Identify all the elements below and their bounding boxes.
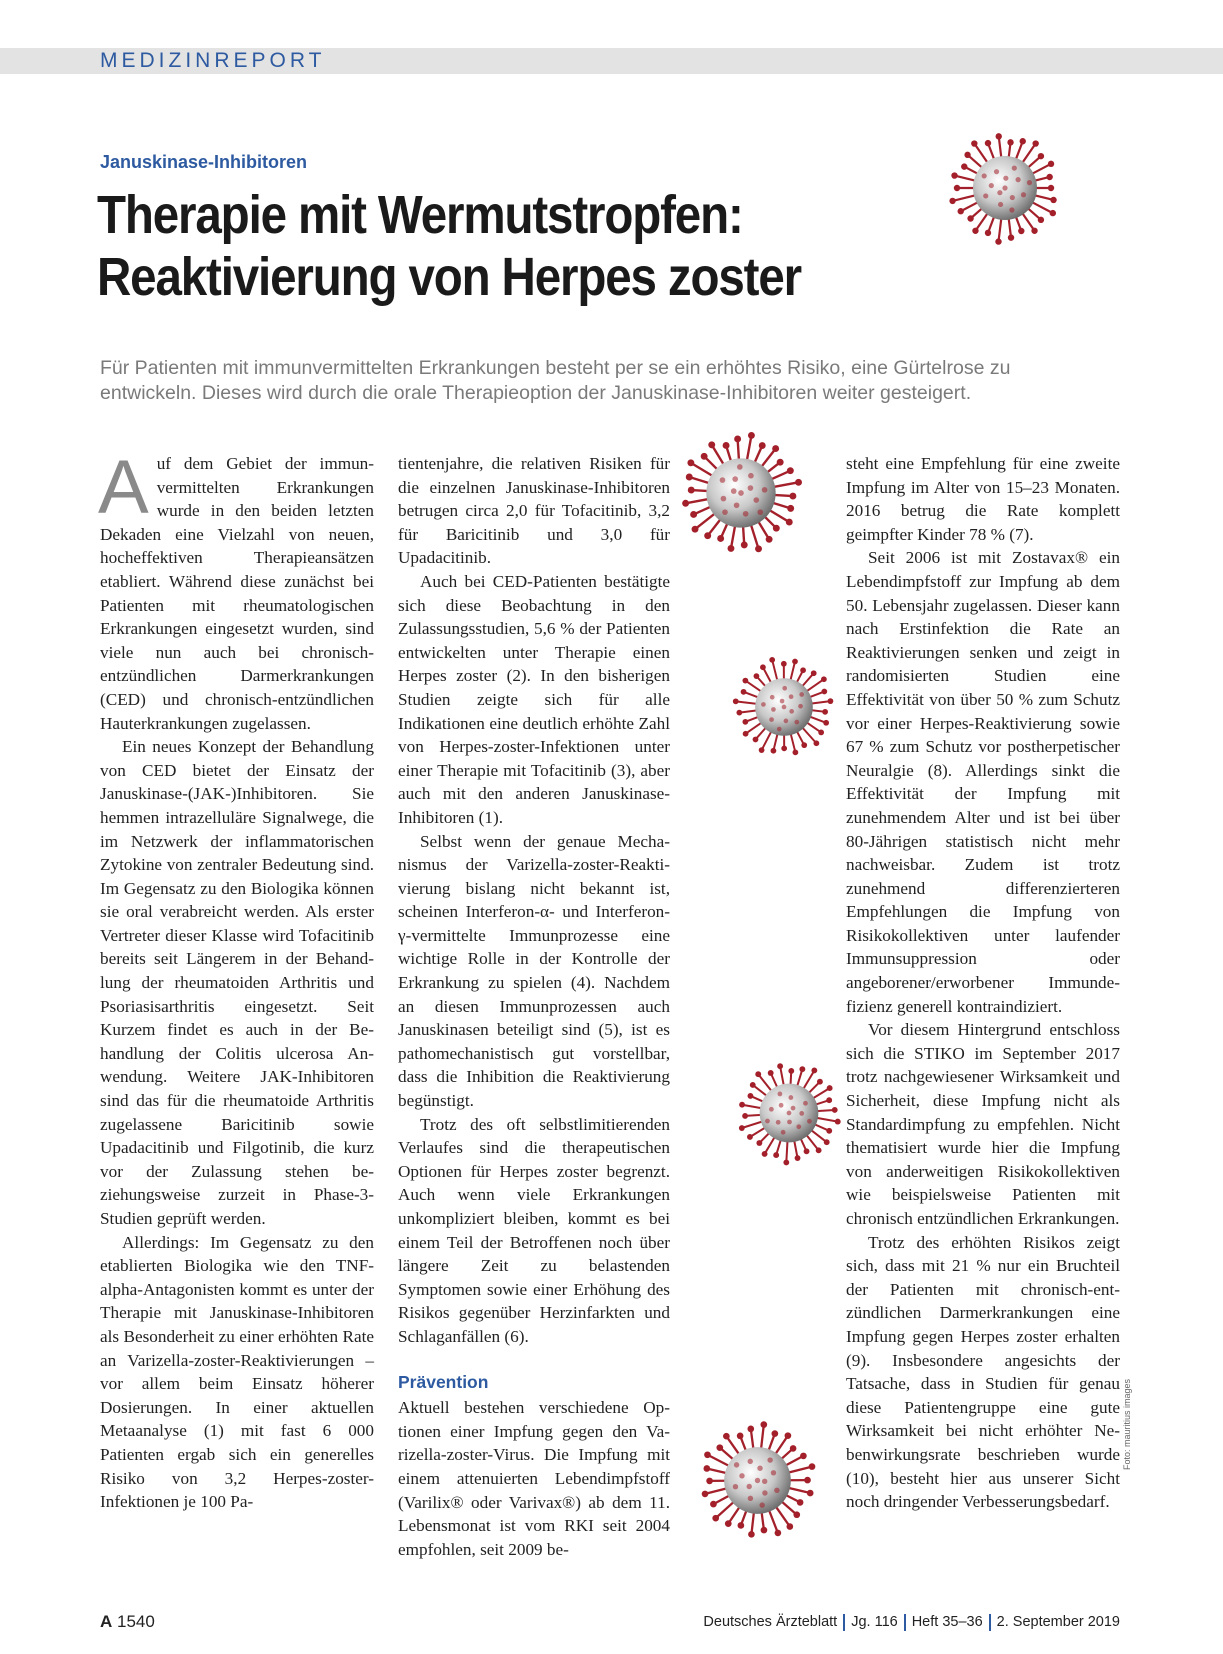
virus-spike-tip — [1046, 174, 1052, 180]
virus-spike-tip — [753, 737, 759, 743]
virus-spike-tip — [823, 720, 829, 726]
virus-spike-tip — [985, 230, 991, 236]
virus-surface-dot — [994, 169, 999, 174]
virus-surface-dot — [1021, 192, 1026, 197]
virus-spike-tip — [739, 1125, 745, 1131]
virus-spike-tip — [743, 731, 749, 737]
paragraph: Vor diesem Hintergrund entschloss sich die STIKO im September 2017 trotz nachgewiesener Wirksamkeit und Sicherheit, diese Impfung nicht als Standardimpfung zu empfehlen. Nicht thematisiert wurde hier die Impfung von anderweitigen Risikokollektiven wie beispielsweise Patienten mit chronisch entzündlichen Erkrankungen. — [846, 1020, 1120, 1228]
virus-surface-dot — [1016, 177, 1021, 182]
virus-surface-dot — [779, 1103, 784, 1108]
virus-surface-dot — [762, 487, 768, 493]
virus-spike — [816, 1118, 838, 1122]
virus-surface-dot — [774, 1488, 779, 1493]
virus-spike-tip — [795, 479, 802, 486]
virus-spike-tip — [687, 459, 694, 466]
virus-spike-tip — [777, 1063, 783, 1069]
virus-spike-tip — [755, 545, 762, 552]
virus-spike-tip — [734, 435, 741, 442]
virus-spike-tip — [769, 657, 775, 663]
virus-spike-tip — [748, 1531, 755, 1538]
virus-spike-tip — [723, 1433, 730, 1440]
virus-surface-dot — [998, 202, 1003, 207]
virus-spike-tip — [781, 746, 787, 752]
virus-spike — [1022, 144, 1036, 164]
virus-spike-tip — [835, 1119, 841, 1125]
virus-spike — [999, 136, 1002, 158]
virus-spike-tip — [773, 1152, 779, 1158]
virus-spike-tip — [733, 698, 739, 704]
article-headline — [97, 184, 889, 308]
virus-surface-dot — [781, 1130, 786, 1135]
virus-surface-dot — [738, 490, 744, 496]
virus-spike-tip — [797, 1499, 804, 1506]
paragraph: Trotz des oft selbstlimitierenden Verlaufes sind die therapeutischen Optionen für Herpes zoster begrenzt. Auch wenn viele Erkrankungen unkompliziert bleiben, kommt es bei einem Teil der Betroffenen noch über längere Zeit zu belastenden Symptomen sowie einer Erhöhung des Risikos gegenüber Herzinfarkten und Schlaganfällen (6). — [398, 1114, 670, 1346]
virus-spike-tip — [1048, 161, 1054, 167]
virus-spike-tip — [750, 1082, 756, 1088]
virus-spike — [788, 1488, 810, 1493]
virus-spike-tip — [727, 545, 734, 552]
virus-surface-dot — [732, 476, 738, 482]
virus-spike-tip — [795, 1155, 801, 1161]
virus-spike-tip — [1038, 153, 1044, 159]
virus-spike-tip — [788, 1068, 794, 1074]
virus-spike-tip — [1050, 210, 1056, 216]
virus-surface-dot — [755, 1478, 760, 1483]
virus-surface-dot — [1010, 195, 1015, 200]
virus-surface-dot — [997, 190, 1002, 195]
virus-spike-tip — [793, 1511, 800, 1518]
paragraph: Aktuell bestehen verschiedene Optionen einer Impfung gegen den Varizella-zoster-Virus. Die Impfung mit einem attenuierten Lebendimpfstoff (Varilix® oder Varivax®) ab dem 11. Lebensmonat ist vom RKI seit 2004 empfohlen, seit 2009 be- — [398, 1398, 670, 1559]
separator — [904, 1614, 906, 1631]
virus-surface-dot — [770, 695, 775, 700]
virus-spike-tip — [771, 748, 777, 754]
virus-surface-dot — [780, 699, 785, 704]
virus-spike-tip — [787, 1523, 794, 1530]
virus-spike — [769, 1510, 778, 1533]
virus-surface-dot — [787, 1111, 792, 1116]
virus-spike — [953, 195, 976, 201]
virus-spike — [745, 681, 761, 692]
paragraph: Trotz des erhöhten Risikos zeigt sich, dass mit 21 % nur ein Bruchteil der Patienten mit chronisch-entzündlichen Darmerkrankungen eine Impfung gegen Herpes zoster erhalten (9). Insbesondere angesichts der Tatsache, dass in Studien für genau diese Patientengruppe eine gute Wirksamkeit bei nicht erhöhter Nebenwirkungsrate beschrieben wurde (10), besteht hier aus unserer Sicht noch dringender Verbesserungsbedarf. — [846, 1232, 1120, 1512]
virus-spike-tip — [739, 1102, 745, 1108]
virus-spike-tip — [792, 659, 798, 665]
virus-spike-tip — [949, 198, 955, 204]
virus-surface-dot — [798, 704, 803, 709]
virus-spike — [773, 482, 799, 487]
virus-surface-dot — [748, 1496, 753, 1501]
virus-spike-tip — [682, 500, 689, 507]
virus-spike — [705, 1488, 727, 1494]
headline-line-2: Reaktivierung von Herpes zoster — [97, 247, 801, 307]
separator — [843, 1614, 845, 1631]
virus-spike-tip — [817, 1079, 823, 1085]
virus-spike — [780, 1066, 784, 1086]
virus-spike — [736, 701, 757, 704]
virus-surface-dot — [803, 1101, 808, 1106]
virus-surface-dot — [721, 496, 727, 502]
virus-spike-tip — [787, 505, 794, 512]
virus-spike-tip — [723, 442, 730, 449]
virus-surface-dot — [767, 1457, 772, 1462]
virus-surface-dot — [799, 1111, 804, 1116]
virus-spike-tip — [813, 740, 819, 746]
article-lead: Für Patienten mit immunvermittelten Erkrankungen besteht per se ein erhöhtes Risiko, eine Gürtelrose zu entwickeln. Dieses wird durch die orale Therapieoption der Januskinase-Inhibitoren weiter gesteigert. — [100, 357, 1011, 404]
separator — [989, 1614, 991, 1631]
virus-spike-tip — [706, 1478, 713, 1485]
virus-spike — [769, 510, 789, 522]
virus-spike-tip — [985, 140, 991, 146]
virus-surface-dot — [746, 1484, 751, 1489]
virus-spike-tip — [787, 467, 794, 474]
virus-surface-dot — [771, 1470, 776, 1475]
virus-spike-tip — [741, 541, 748, 548]
virus-spike-tip — [701, 453, 708, 460]
paragraph: Ein neues Konzept der Behandlung von CED bietet der Einsatz der Januskinase-(JAK-)Inhibitoren. Sie hemmen intrazelluläre Signalwege, die im Netzwerk der inflammatorischen Zytokine von zentraler Bedeutung sind. Im Gegensatz zu den Biologika können sie oral verabreicht werden. Als erster Vertreter dieser Klasse wird Tofacitinib bereits seit Längerem in der Behandlung der rheumatoiden Arthritis und Psoriasisarthritis eingesetzt. Seit Kurzem findet es auch in der Behandlung der Colitis ulcerosa Anwendung. Weitere JAK-Inhibitoren sind das für die rheumatoide Arthritis zugelassene Baricitinib sowie Upadacitinib und Filgotinib, die kurz vor der Zulassung stehen beziehungsweise zurzeit in Phase-3-Studien geprüft werden. — [100, 737, 374, 1228]
virus-spike-tip — [811, 670, 817, 676]
virus-surface-dot — [720, 477, 726, 483]
virus-spike-tip — [1038, 217, 1044, 223]
virus-spike — [1032, 164, 1051, 174]
virus-spike — [806, 1135, 819, 1151]
footer-citation — [703, 1614, 1120, 1631]
virus-spike-tip — [804, 1477, 811, 1484]
virus-spike-tip — [692, 526, 699, 533]
virus-spike-tip — [783, 1159, 789, 1165]
virus-surface-dot — [796, 1124, 801, 1129]
virus-spike-tip — [759, 747, 765, 753]
virus-surface-dot — [782, 686, 787, 691]
virus-spike — [791, 733, 796, 752]
virus-spike-tip — [742, 1113, 748, 1119]
virus-spike — [746, 722, 762, 733]
virus-spike-tip — [961, 163, 967, 169]
virus-spike — [707, 1455, 729, 1466]
journal-name: Deutsches Ärzteblatt — [703, 1614, 838, 1630]
virus-spike — [811, 1130, 827, 1142]
virus-spike-tip — [736, 710, 742, 716]
virus-surface-dot — [748, 1459, 753, 1464]
virus-surface-dot — [762, 1490, 767, 1495]
virus-surface-dot — [982, 173, 987, 178]
virus-surface-dot — [777, 727, 782, 732]
virus-surface-dot — [722, 509, 728, 515]
virus-spike — [803, 1070, 814, 1089]
virus-illustration — [730, 653, 838, 761]
virus-surface-dot — [983, 193, 988, 198]
virus-spike-tip — [786, 519, 793, 526]
virus-spike-tip — [762, 1151, 768, 1157]
virus-spike — [751, 1512, 754, 1535]
virus-spike — [686, 499, 709, 503]
virus-spike-tip — [1018, 228, 1024, 234]
virus-spike — [712, 445, 724, 465]
virus-spike-tip — [690, 511, 697, 518]
virus-spike-tip — [772, 445, 779, 452]
virus-spike-tip — [826, 1097, 832, 1103]
virus-surface-dot — [782, 705, 787, 710]
virus-spike-tip — [716, 1444, 723, 1451]
headline-line-1: Therapie mit Wermutstropfen: — [97, 185, 743, 245]
paragraph: tientenjahre, die relativen Risiken für die einzelnen Januskinase-Inhibitoren betrugen circa 2,0 für Tofacitinib, 3,2 für Baricitinib und 3,0 für Upadacitinib. — [398, 454, 670, 568]
virus-surface-dot — [1003, 176, 1008, 181]
virus-surface-dot — [761, 702, 766, 707]
virus-spike-tip — [827, 1085, 833, 1091]
virus-spike-tip — [704, 1451, 711, 1458]
paragraph: Selbst wenn der genaue Mechanismus der Varizella-zoster-Reaktivierung bislang nicht bekannt ist, scheinen Interferon-α- und Interferon-γ-vermittelte Immunprozesse eine wichtige Rolle in der Kontrolle der Erkrankung zu spielen (4). Nachdem an diesen Immunprozessen auch Januskinasen beteiligt sind (5), ist es pathomechanistisch gut vorstellbar, dass die Inhibition die Reaktivierung begünstigt. — [398, 831, 670, 1111]
virus-spike-tip — [964, 152, 970, 158]
virus-surface-dot — [771, 707, 776, 712]
virus-spike — [775, 1436, 788, 1455]
virus-spike-tip — [703, 1465, 710, 1472]
journal-date: 2. September 2019 — [996, 1614, 1120, 1630]
virus-spike-tip — [766, 536, 773, 543]
virus-surface-dot — [757, 1466, 762, 1471]
virus-spike-tip — [811, 1068, 817, 1074]
virus-surface-dot — [784, 719, 789, 724]
virus-surface-dot — [739, 1473, 744, 1478]
virus-spike — [695, 513, 715, 529]
virus-surface-dot — [734, 1462, 739, 1467]
virus-spike-tip — [760, 1421, 767, 1428]
virus-spike — [731, 525, 735, 548]
virus-surface-dot — [791, 1106, 796, 1111]
virus-spike-tip — [793, 750, 799, 756]
virus-spike-tip — [809, 1463, 816, 1470]
virus-surface-dot — [1009, 207, 1014, 212]
virus-spike-tip — [754, 673, 760, 679]
virus-spike-tip — [686, 474, 693, 481]
virus-spike-tip — [785, 1432, 792, 1439]
virus-spike-tip — [781, 661, 787, 667]
subhead-praevention: Prävention — [398, 1371, 489, 1392]
article-kicker: Januskinase-Inhibitoren — [100, 152, 308, 172]
virus-spike-tip — [748, 1093, 754, 1099]
virus-spike — [775, 1506, 789, 1526]
virus-spike-tip — [747, 1426, 754, 1433]
virus-spike-tip — [800, 1453, 807, 1460]
virus-spike-tip — [799, 1066, 805, 1072]
dropcap: A — [98, 445, 149, 530]
virus-spike-tip — [818, 730, 824, 736]
virus-spike-tip — [717, 535, 724, 542]
virus-spike-tip — [742, 719, 748, 725]
virus-spike — [1032, 202, 1053, 213]
virus-spike-tip — [1050, 197, 1056, 203]
virus-spike — [790, 662, 795, 681]
virus-spike-tip — [804, 1148, 810, 1154]
journal-issue: Heft 35–36 — [911, 1614, 983, 1630]
virus-spike-tip — [755, 1071, 761, 1077]
virus-spike — [762, 731, 772, 750]
virus-spike-tip — [801, 742, 807, 748]
photo-credit: Foto: mauritius images — [1122, 1378, 1132, 1470]
virus-spike-tip — [821, 689, 827, 695]
paragraph — [98, 445, 374, 735]
virus-illustration — [734, 1058, 844, 1168]
virus-surface-dot — [759, 1502, 764, 1507]
virus-spike-tip — [954, 185, 960, 191]
virus-spike-tip — [821, 676, 827, 682]
virus-spike — [742, 1121, 763, 1128]
virus-spike — [975, 213, 987, 231]
virus-spike-tip — [775, 1530, 782, 1537]
virus-surface-dot — [769, 1107, 774, 1112]
virus-surface-dot — [776, 1120, 781, 1125]
virus-spike-tip — [688, 487, 695, 494]
virus-spike-tip — [790, 1445, 797, 1452]
virus-illustration — [695, 1418, 820, 1543]
virus-surface-dot — [748, 473, 754, 479]
virus-spike-tip — [1020, 138, 1026, 144]
virus-spike-tip — [971, 140, 977, 146]
virus-surface-dot — [769, 717, 774, 722]
section-label: MEDIZINREPORT — [100, 49, 326, 72]
virus-spike-tip — [951, 172, 957, 178]
virus-spike — [765, 1137, 775, 1154]
virus-surface-dot — [737, 464, 743, 470]
virus-spike-tip — [972, 228, 978, 234]
virus-spike-tip — [1048, 185, 1054, 191]
virus-spike — [786, 1140, 787, 1162]
virus-surface-dot — [789, 694, 794, 699]
page-prefix: A — [100, 1612, 113, 1631]
virus-surface-dot — [789, 1095, 794, 1100]
virus-spike-tip — [748, 432, 755, 439]
virus-spike-tip — [772, 1430, 779, 1437]
virus-surface-dot — [757, 509, 763, 515]
virus-surface-dot — [778, 1092, 783, 1097]
virus-spike-tip — [1032, 140, 1038, 146]
virus-spike-tip — [761, 1527, 768, 1534]
virus-spike — [716, 1501, 735, 1518]
virus-spike — [1022, 213, 1034, 231]
virus-spike — [761, 1425, 764, 1450]
virus-spike-tip — [828, 698, 834, 704]
virus-surface-dot — [1012, 165, 1017, 170]
virus-surface-dot — [989, 183, 994, 188]
virus-spike-tip — [708, 441, 715, 448]
virus-spike-tip — [773, 525, 780, 532]
virus-spike — [742, 1105, 762, 1109]
virus-spike — [998, 218, 1001, 242]
journal-volume: Jg. 116 — [851, 1614, 898, 1630]
virus-surface-dot — [1002, 185, 1007, 190]
virus-spike-tip — [760, 664, 766, 670]
virus-spike-tip — [995, 238, 1001, 244]
virus-surface-dot — [734, 502, 740, 508]
page-number — [100, 1612, 155, 1632]
virus-spike-tip — [826, 1128, 832, 1134]
virus-spike — [747, 435, 752, 461]
virus-spike-tip — [824, 1139, 830, 1145]
virus-surface-dot — [789, 709, 794, 714]
virus-spike-tip — [768, 1070, 774, 1076]
virus-surface-dot — [753, 497, 759, 503]
virus-spike — [758, 1074, 772, 1091]
virus-surface-dot — [733, 1484, 738, 1489]
virus-spike — [812, 1088, 829, 1099]
virus-spike-tip — [759, 442, 766, 449]
virus-spike-tip — [725, 1520, 732, 1527]
virus-illustration — [945, 128, 1065, 248]
paragraph: Allerdings: Im Gegensatz zu den etablierten Biologika wie den TNF-alpha-Antagonisten kommt es unter der Therapie mit Januskinase-Inhibitoren als Besonderheit zu einer erhöhten Rate an Varizella-zoster-Reaktivierungen – vor allem beim Einsatz höherer Dosierungen. In einer aktuellen Metaanalyse (1) mit fast 6 000 Patienten ergab sich ein generelles Risiko von 3,2 Herpes-zoster-Infektionen je 100 Pa- — [100, 1232, 374, 1512]
virus-spike — [772, 660, 777, 681]
virus-illustration — [676, 428, 806, 558]
paragraph-text: uf dem Gebiet der immunvermittelten Erkrankungen wurde in den beiden letzten Dekaden eine Vielzahl von neuen, hocheffektiven Therapieansätzen etabliert. Während diese zunächst bei Patienten mit rheumatologischen Erkrankungen eingesetzt wurden, sind viele nun auch bei chronisch-entzündlichen Darmerkrankungen (CED) und chronisch-entzündlichen Hauterkrankungen zugelassen. — [100, 454, 374, 733]
virus-spike-tip — [742, 678, 748, 684]
text-column-1 — [98, 445, 374, 1514]
virus-spike-tip — [958, 208, 964, 214]
virus-surface-dot — [762, 1479, 767, 1484]
virus-surface-dot — [743, 511, 749, 517]
virus-surface-dot — [748, 485, 754, 491]
virus-spike-tip — [816, 1147, 822, 1153]
page-number-value: 1540 — [117, 1612, 155, 1631]
virus-spike-tip — [996, 133, 1002, 139]
virus-spike-tip — [800, 667, 806, 673]
virus-spike-tip — [789, 493, 796, 500]
virus-surface-dot — [765, 1119, 770, 1124]
virus-spike-tip — [807, 1490, 814, 1497]
virus-spike — [955, 176, 976, 181]
virus-spike-tip — [967, 215, 973, 221]
text-column-3 — [846, 452, 1120, 1514]
virus-spike — [806, 679, 824, 691]
virus-spike-tip — [756, 1140, 762, 1146]
virus-spike-tip — [822, 709, 828, 715]
virus-spike-tip — [777, 459, 784, 466]
virus-spike-tip — [1008, 234, 1014, 240]
virus-spike-tip — [712, 1515, 719, 1522]
virus-surface-dot — [731, 488, 737, 494]
virus-spike — [811, 701, 831, 703]
virus-spike-tip — [1007, 139, 1013, 145]
virus-surface-dot — [794, 720, 799, 725]
virus-spike — [802, 727, 816, 743]
paragraph: Seit 2006 ist mit Zostavax® ein Lebendimpfstoff zur Impfung ab dem 50. Lebensjahr zugelassen. Dieser kann nach Erstinfektion die Rate an Reaktivierungen senken und zeigt in randomisierten Studien eine Effektivität von über 50 % zum Schutz vor einer Herpes-Reaktivierung sowie 67 % zum Schutz vor postherpetischer Neuralgie (8). Allerdings sinkt die Effektivität der Impfung mit zunehmendem Alter und ist bei über 80-Jährigen statistisch nicht mehr nachweisbar. Zudem ist trotz zunehmend differenzierteren Empfehlungen die Impfung von Risikokollektiven unter laufender Immunsuppression oder angeborener/erworbener Immundefizienz generell kontraindiziert. — [846, 548, 1120, 1016]
virus-spike-tip — [710, 1501, 717, 1508]
virus-spike — [726, 1436, 739, 1455]
virus-spike-tip — [1031, 228, 1037, 234]
virus-surface-dot — [787, 1120, 792, 1125]
text-column-2 — [398, 452, 670, 1561]
virus-spike-tip — [737, 1433, 744, 1440]
virus-spike-tip — [747, 1134, 753, 1140]
virus-spike — [751, 524, 759, 549]
paragraph: steht eine Empfehlung für eine zweite Impfung im Alter von 15–23 Monaten. 2016 betrug die Rate komplett geimpfter Kinder 78 % (7). — [846, 454, 1120, 544]
virus-spike-tip — [741, 689, 747, 695]
virus-spike-tip — [704, 532, 711, 539]
paragraph: Auch bei CED-Patienten bestätigte sich diese Beobachtung in den Zulassungsstudien, 5,6 % der Patienten entwickelten unter Therapie einen Herpes zoster (2). In den bisherigen Studien zeigte sich für alle Indikationen eine deutlich erhöhte Zahl von Herpes-zoster-Infektionen unter einer Therapie mit Tofacitinib (3), aber auch mit den anderen Januskinase-Inhibitoren (1). — [398, 571, 670, 827]
virus-surface-dot — [799, 692, 804, 697]
virus-spike — [761, 449, 776, 468]
virus-surface-dot — [1027, 180, 1032, 185]
virus-spike — [691, 463, 713, 476]
virus-spike — [974, 144, 988, 164]
virus-spike — [788, 1467, 812, 1473]
virus-spike-tip — [702, 1491, 709, 1498]
virus-spike-tip — [738, 1522, 745, 1529]
virus-surface-dot — [807, 1119, 812, 1124]
virus-spike-tip — [832, 1107, 838, 1113]
